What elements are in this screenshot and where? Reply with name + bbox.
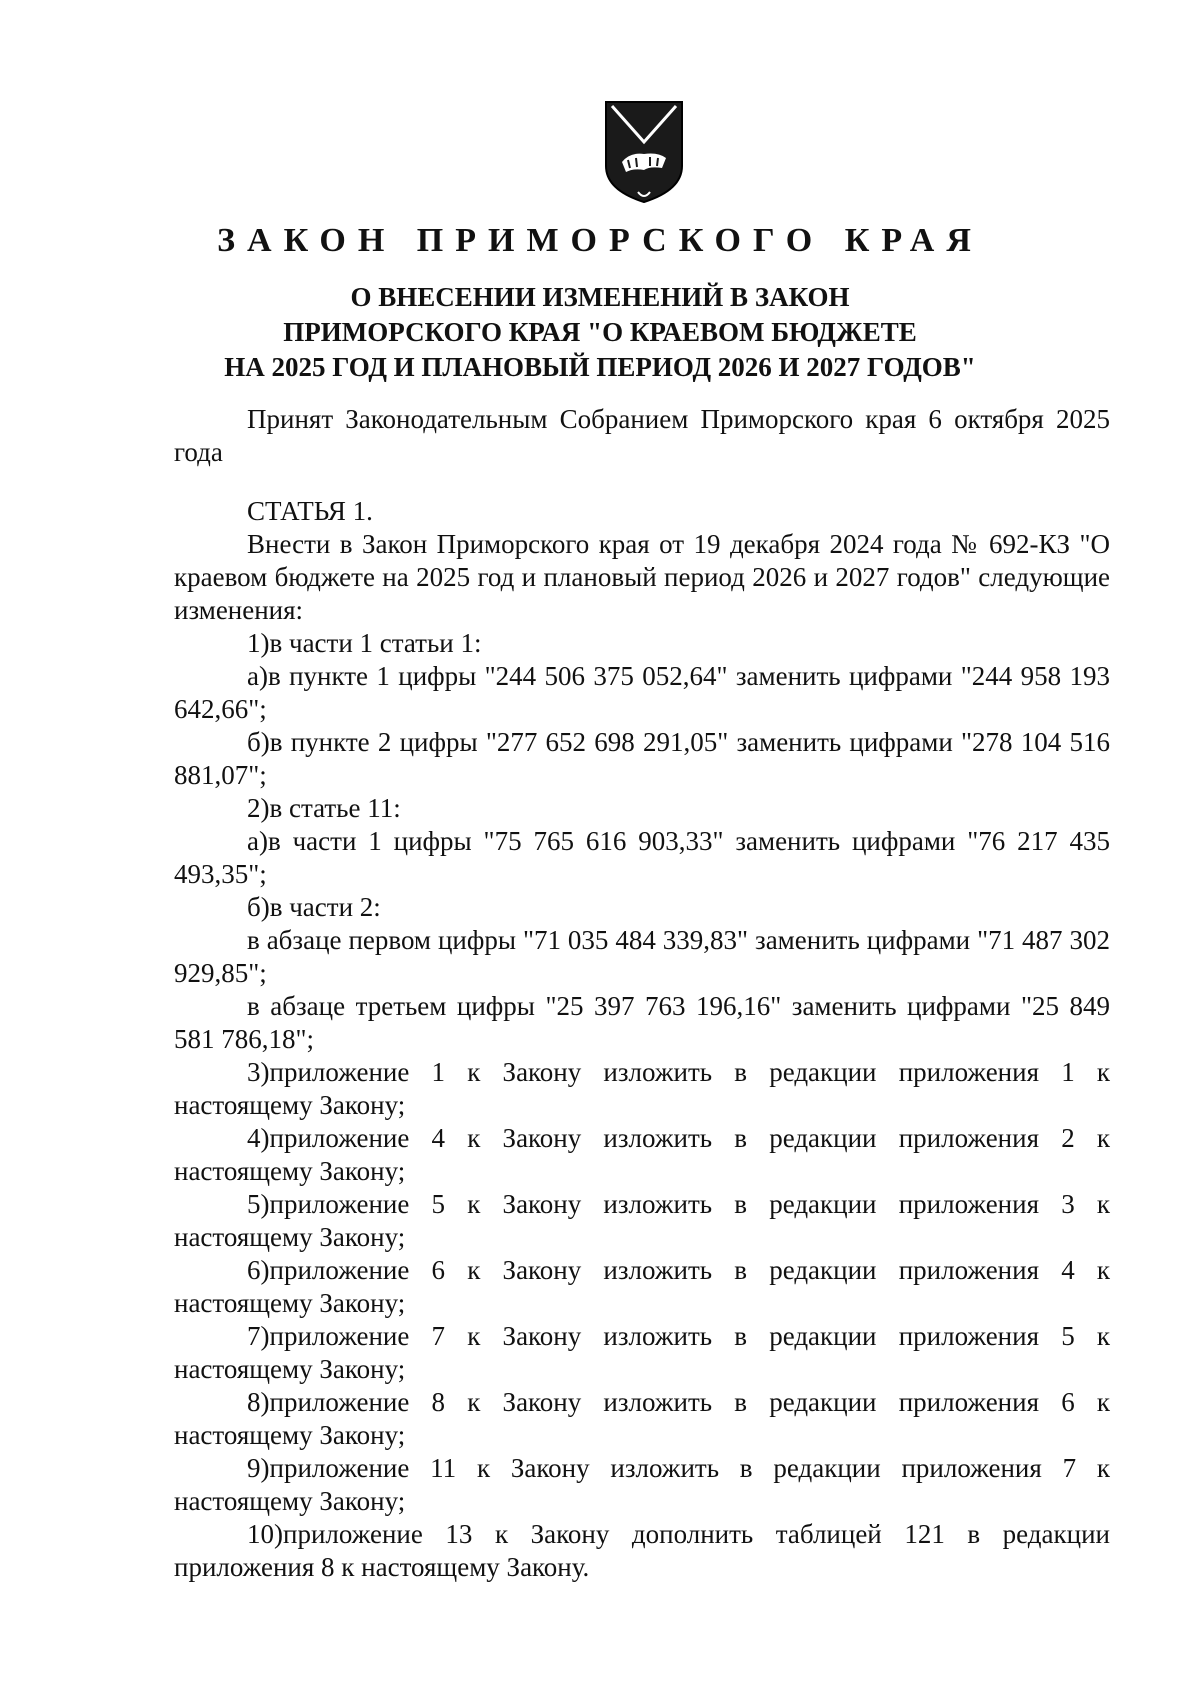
adoption-note: Принят Законодательным Собранием Приморского края 6 октября 2025 года (174, 404, 1110, 467)
amendment-item: в абзаце третьем цифры "25 397 763 196,16" заменить цифрами "25 849 581 786,18"; (174, 991, 1110, 1054)
amendment-item: в абзаце первом цифры "71 035 484 339,83" заменить цифрами "71 487 302 929,85"; (174, 925, 1110, 988)
amendment-item: 6)приложение 6 к Закону изложить в редакции приложения 4 к настоящему Закону; (174, 1255, 1110, 1318)
coat-of-arms-icon (600, 96, 688, 206)
amendment-item: 8)приложение 8 к Закону изложить в редакции приложения 6 к настоящему Закону; (174, 1387, 1110, 1450)
subtitle-line: НА 2025 ГОД И ПЛАНОВЫЙ ПЕРИОД 2026 И 2027 ГОДОВ" (224, 352, 976, 382)
subtitle-line: О ВНЕСЕНИИ ИЗМЕНЕНИЙ В ЗАКОН (350, 282, 850, 312)
subtitle-line: ПРИМОРСКОГО КРАЯ "О КРАЕВОМ БЮДЖЕТЕ (283, 317, 917, 347)
amendment-item: б)в части 2: (247, 892, 381, 922)
amendment-item: 1)в части 1 статьи 1: (247, 628, 482, 658)
amendment-item: 5)приложение 5 к Закону изложить в редакции приложения 3 к настоящему Закону; (174, 1189, 1110, 1252)
document-body (174, 403, 1110, 1584)
amendment-item: 2)в статье 11: (247, 793, 401, 823)
article-heading: СТАТЬЯ 1. (247, 496, 373, 526)
law-subtitle (0, 280, 1200, 385)
amendment-item: 7)приложение 7 к Закону изложить в редакции приложения 5 к настоящему Закону; (174, 1321, 1110, 1384)
amendment-item: 3)приложение 1 к Закону изложить в редакции приложения 1 к настоящему Закону; (174, 1057, 1110, 1120)
amendment-item: 4)приложение 4 к Закону изложить в редакции приложения 2 к настоящему Закону; (174, 1123, 1110, 1186)
amendment-item: б)в пункте 2 цифры "277 652 698 291,05" заменить цифрами "278 104 516 881,07"; (174, 727, 1110, 790)
amendment-item: а)в части 1 цифры "75 765 616 903,33" заменить цифрами "76 217 435 493,35"; (174, 826, 1110, 889)
law-title: ЗАКОН ПРИМОРСКОГО КРАЯ (217, 222, 983, 259)
amendment-item: 10)приложение 13 к Закону дополнить таблицей 121 в редакции приложения 8 к настоящему Закону. (174, 1519, 1110, 1582)
article-intro: Внести в Закон Приморского края от 19 декабря 2024 года № 692-КЗ "О краевом бюджете на 2025 год и плановый период 2026 и 2027 годов" следующие изменения: (174, 529, 1110, 625)
amendment-item: 9)приложение 11 к Закону изложить в редакции приложения 7 к настоящему Закону; (174, 1453, 1110, 1516)
amendment-item: а)в пункте 1 цифры "244 506 375 052,64" заменить цифрами "244 958 193 642,66"; (174, 661, 1110, 724)
